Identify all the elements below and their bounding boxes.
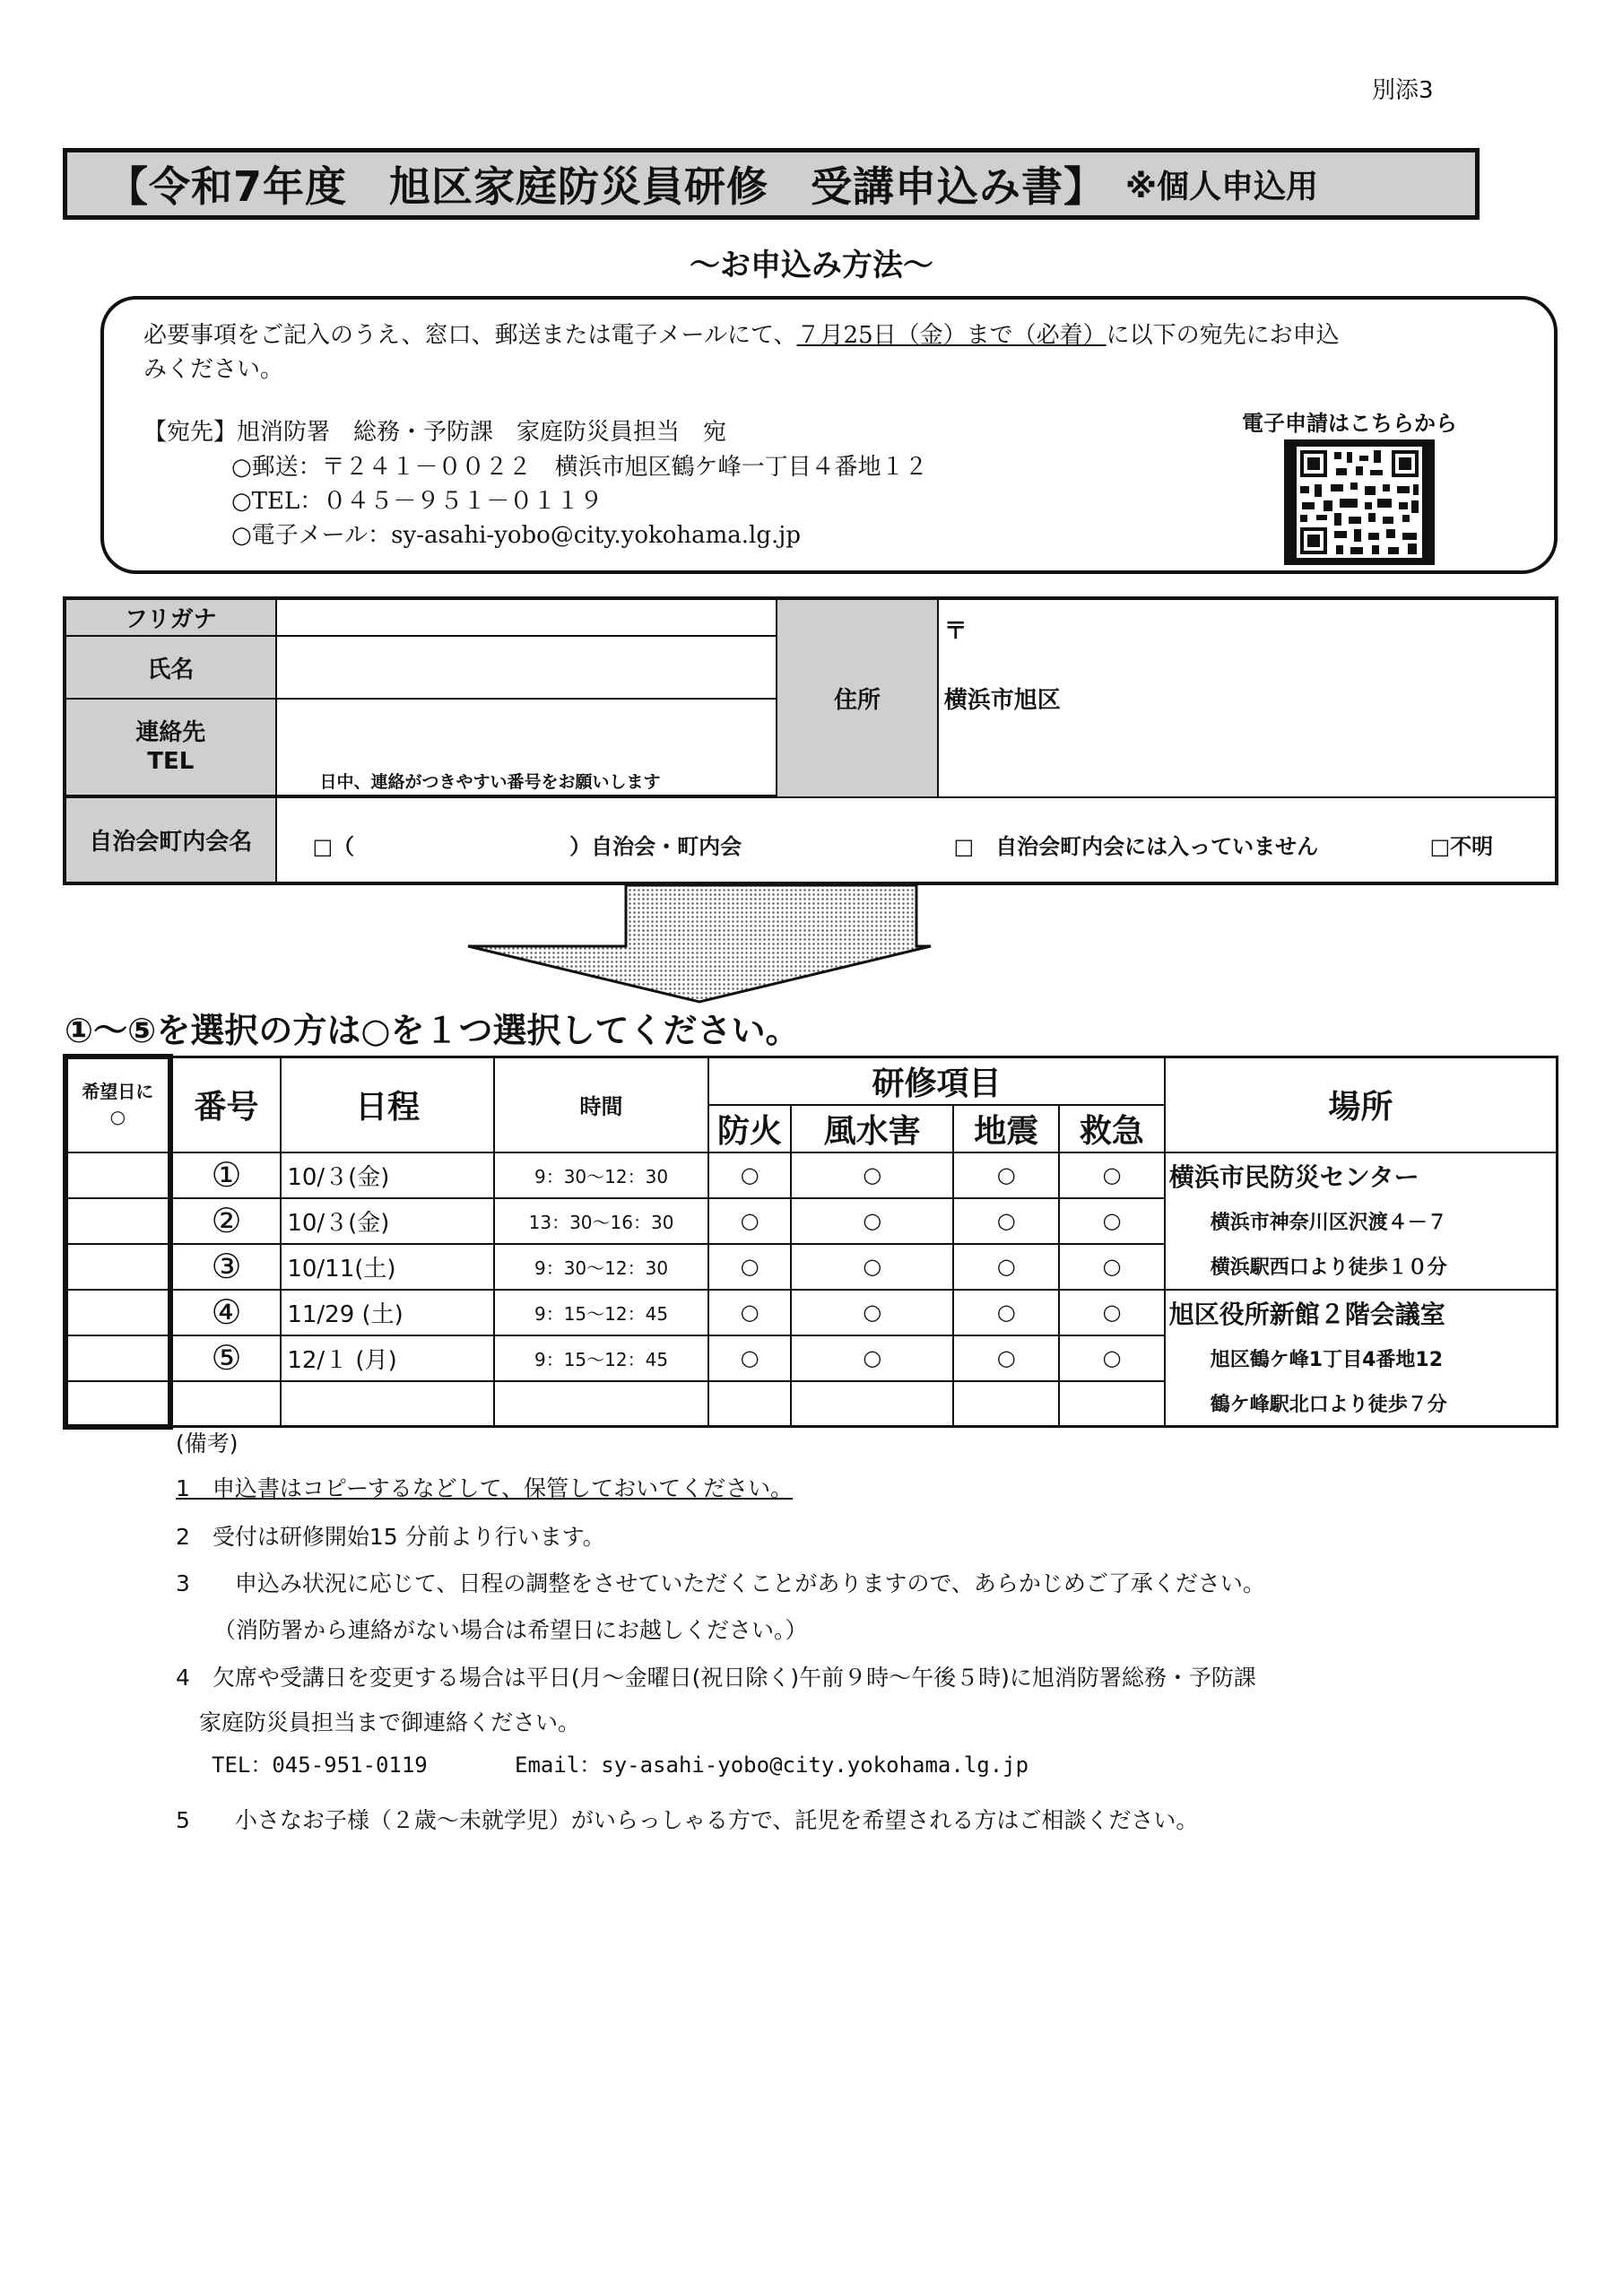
phone-number: ○TEL：０４５－９５１－０１１９ [231,488,603,515]
flood-mark [791,1381,953,1427]
row-time: 13：30～16：30 [494,1198,708,1244]
instruction-text-cont: みください。 [143,356,284,383]
row-number: ③ [170,1244,282,1290]
firstaid-mark: ○ [1059,1290,1165,1335]
postal-address: ○郵送：〒２４１－００２２ 横浜市旭区鶴ケ峰一丁目４番地１２ [231,454,928,481]
address-field[interactable] [938,598,1557,797]
down-arrow-icon [466,883,933,1004]
row-time: 9：30～12：30 [494,1244,708,1290]
instruction-text-pre: 必要事項をご記入のうえ、窓口、郵送または電子メールにて、 [143,322,797,349]
number-column-header: 番号 [170,1057,282,1152]
wish-cell[interactable] [65,1381,170,1427]
quake-mark: ○ [953,1152,1059,1198]
postal-mark: 〒 [943,618,968,645]
applicant-form [63,596,1558,885]
tel-label-text: TEL [147,748,195,775]
application-instructions [143,318,1542,387]
flood-mark: ○ [791,1335,953,1381]
quake-mark [953,1381,1059,1427]
row-number: ① [170,1152,282,1198]
place-address: 横浜市神奈川区沢渡４－７ [1165,1198,1558,1244]
wish-header-text: 希望日に [82,1081,154,1102]
deadline-text: ７月25日（金）まで（必着） [796,322,1107,349]
place-access: 横浜駅西口より徒歩１０分 [1165,1244,1558,1290]
wish-cell[interactable] [65,1244,170,1290]
row-number [170,1381,282,1427]
wish-cell[interactable] [65,1335,170,1381]
place-access: 鶴ケ峰駅北口より徒歩７分 [1165,1381,1558,1427]
place-column-header: 場所 [1165,1057,1558,1152]
instruction-text-post: に以下の宛先にお申込 [1106,322,1340,349]
online-application-label: 電子申請はこちらから [1242,411,1457,436]
place-name: 旭区役所新館２階会議室 [1165,1290,1558,1335]
firstaid-mark: ○ [1059,1335,1165,1381]
row-time [494,1381,708,1427]
place-address: 旭区鶴ケ峰1丁目4番地12 [1165,1335,1558,1381]
row-date: 10/３(金) [281,1198,494,1244]
quake-mark: ○ [953,1335,1059,1381]
fire-mark: ○ [708,1152,791,1198]
unknown-option[interactable]: □不明 [1429,834,1494,859]
storm-flood-header: 風水害 [791,1105,953,1152]
quake-mark: ○ [953,1244,1059,1290]
note-4: 4 欠席や受講日を変更する場合は平日(月～金曜日(祝日除く)午前９時～午後５時)に旭消防署総務・予防課 [176,1665,1256,1691]
row-date: 10/11(土) [281,1244,494,1290]
wish-cell[interactable] [65,1290,170,1335]
note-4-email[interactable]: Email：sy-asahi-yobo@city.yokohama.lg.jp [515,1752,1029,1778]
wish-column-header [65,1057,170,1152]
date-column-header: 日程 [281,1057,494,1152]
quake-mark: ○ [953,1290,1059,1335]
note-4-tel: TEL：045-951-0119 [212,1752,428,1778]
flood-mark: ○ [791,1244,953,1290]
row-number: ④ [170,1290,282,1335]
first-aid-header: 救急 [1059,1105,1165,1152]
firstaid-mark: ○ [1059,1152,1165,1198]
fire-prevention-header: 防火 [708,1105,791,1152]
note-3: 3 申込み状況に応じて、日程の調整をさせていただくことがありますので、あらかじめご了承ください。 [176,1570,1265,1596]
row-date: 11/29 (土) [281,1290,494,1335]
association-name-option[interactable]: □（ ）自治会・町内会 [312,834,742,859]
fire-mark [708,1381,791,1427]
place-name: 横浜市民防災センター [1165,1152,1558,1198]
no-association-option[interactable]: □ 自治会町内会には入っていません [953,834,1319,859]
tel-field[interactable] [276,699,777,796]
selection-instruction: ①～⑤を選択の方は○を１つ選択してください。 [65,1011,800,1050]
page-title: 【令和7年度 旭区家庭防災員研修 受講申込み書】 [107,162,1107,211]
schedule-table [63,1054,1558,1430]
annex-label: 別添3 [1372,77,1434,104]
association-label: 自治会町内会名 [65,797,276,883]
address-label: 住所 [777,598,938,797]
firstaid-mark: ○ [1059,1244,1165,1290]
fire-mark: ○ [708,1290,791,1335]
row-date [281,1381,494,1427]
row-date: 12/１ (月) [281,1335,494,1381]
title-note: ※個人申込用 [1125,168,1319,205]
row-number: ⑤ [170,1335,282,1381]
fire-mark: ○ [708,1244,791,1290]
destination: 【宛先】旭消防署 総務・予防課 家庭防災員担当 宛 [143,419,727,446]
earthquake-header: 地震 [953,1105,1059,1152]
furigana-field[interactable] [276,598,777,636]
contact-label-text: 連絡先 [135,719,206,746]
association-field[interactable] [276,797,1558,883]
title-box [63,148,1480,220]
row-time: 9：15～12：45 [494,1335,708,1381]
row-time: 9：30～12：30 [494,1152,708,1198]
note-5: 5 小さなお子様（２歳～未就学児）がいらっしゃる方で、託児を希望される方はご相談ください。 [176,1807,1199,1833]
note-2: 2 受付は研修開始15 分前より行います。 [176,1524,605,1550]
name-label: 氏名 [65,636,276,699]
notes-heading: (備考) [176,1431,239,1457]
flood-mark: ○ [791,1198,953,1244]
contact-label [65,699,276,796]
row-date: 10/３(金) [281,1152,494,1198]
fire-mark: ○ [708,1198,791,1244]
firstaid-mark: ○ [1059,1198,1165,1244]
wish-cell[interactable] [65,1152,170,1198]
flood-mark: ○ [791,1152,953,1198]
flood-mark: ○ [791,1290,953,1335]
time-column-header: 時間 [494,1057,708,1152]
fire-mark: ○ [708,1335,791,1381]
firstaid-mark [1059,1381,1165,1427]
note-3-sub: （消防署から連絡がない場合は希望日にお越しください。） [213,1617,808,1643]
tel-hint: 日中、連絡がつきやすい番号をお願いします [319,772,661,792]
qr-code-icon[interactable] [1284,439,1435,565]
name-field[interactable] [276,636,777,699]
city-prefix: 横浜市旭区 [943,687,1061,714]
note-4-sub: 家庭防災員担当まで御連絡ください。 [199,1709,581,1735]
quake-mark: ○ [953,1198,1059,1244]
wish-header-mark: ○ [109,1106,126,1127]
training-items-header: 研修項目 [708,1057,1165,1105]
note-1: 1 申込書はコピーするなどして、保管しておいてください。 [176,1475,794,1501]
row-time: 9：15～12：45 [494,1290,708,1335]
furigana-label: フリガナ [65,598,276,636]
row-number: ② [170,1198,282,1244]
email-address[interactable]: ○電子メール：sy-asahi-yobo@city.yokohama.lg.jp [231,522,801,549]
method-heading: ～お申込み方法～ [690,248,933,283]
wish-cell[interactable] [65,1198,170,1244]
